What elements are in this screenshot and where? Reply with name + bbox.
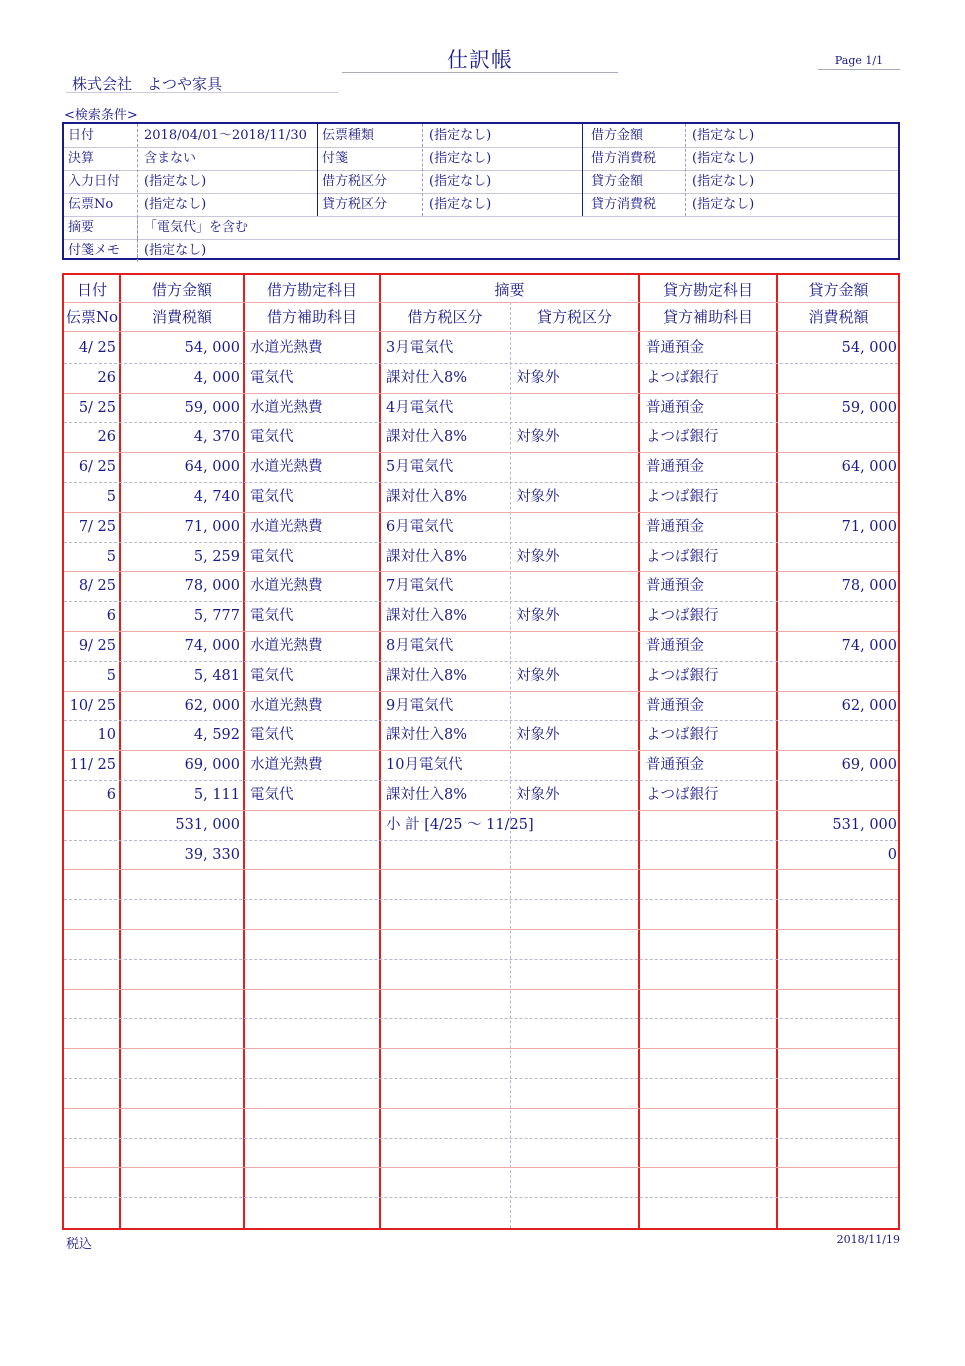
document-title: 仕訳帳 (447, 48, 513, 72)
credit-tax-class: 対象外 (516, 787, 560, 803)
column-header: 消費税額 (808, 308, 869, 326)
debit-sub-account: 電気代 (250, 727, 294, 744)
column-header: 借方補助科目 (266, 308, 357, 326)
page-number: Page 1/1 (834, 54, 884, 67)
subtotal-credit-amount: 531, 000 (832, 816, 897, 833)
subtotal-debit-tax: 39, 330 (184, 846, 240, 863)
entry-date: 11/ 25 (69, 757, 116, 774)
entry-date: 8/ 25 (78, 578, 116, 595)
entry-summary: 6月電気代 (386, 518, 454, 535)
debit-sub-account: 電気代 (250, 369, 294, 386)
debit-account: 水道光熱費 (250, 518, 323, 535)
entry-summary: 8月電気代 (386, 638, 454, 654)
credit-sub-account: よつば銀行 (646, 727, 719, 744)
credit-account: 普通預金 (646, 518, 704, 535)
cond-section-divider (317, 124, 318, 216)
cond-section-divider (582, 124, 583, 216)
condition-label: 借方金額 (591, 128, 644, 143)
voucher-no: 26 (97, 369, 116, 386)
row-line (64, 1048, 898, 1049)
debit-amount: 54, 000 (184, 340, 240, 356)
subtotal-label: 小 計 [4/25 ～ 11/25] (386, 816, 534, 833)
debit-account: 水道光熱費 (250, 399, 323, 416)
debit-amount: 69, 000 (184, 757, 240, 774)
row-line (64, 959, 898, 960)
credit-tax-class: 対象外 (516, 429, 560, 446)
debit-tax-class: 課対仕入8% (386, 489, 468, 505)
entry-summary: 10月電気代 (386, 757, 463, 774)
entry-summary: 3月電気代 (386, 340, 454, 356)
debit-account: 水道光熱費 (250, 638, 323, 654)
credit-amount: 71, 000 (841, 518, 897, 535)
condition-value: 「電気代」を含む (144, 220, 249, 235)
debit-tax: 5, 481 (193, 667, 240, 684)
credit-tax (780, 662, 897, 691)
column-header: 日付 (76, 281, 107, 299)
condition-row (64, 147, 898, 171)
debit-amount: 74, 000 (184, 638, 240, 654)
print-date: 2018/11/19 (836, 1233, 900, 1246)
title-underline (342, 72, 618, 73)
debit-amount: 62, 000 (184, 697, 240, 714)
row-line (64, 1078, 898, 1079)
credit-tax (780, 543, 897, 572)
column-header: 貸方勘定科目 (662, 281, 753, 299)
condition-value: (指定なし) (429, 151, 492, 166)
entry-date: 4/ 25 (78, 340, 116, 356)
credit-amount: 69, 000 (841, 757, 897, 774)
debit-amount: 59, 000 (184, 399, 240, 416)
entry-date: 9/ 25 (78, 638, 116, 654)
column-header: 伝票No (65, 308, 119, 326)
entry-date: 6/ 25 (78, 459, 116, 476)
credit-sub-account: よつば銀行 (646, 489, 719, 505)
credit-sub-account: よつば銀行 (646, 608, 719, 625)
condition-label: 摘要 (68, 220, 95, 235)
credit-sub-account: よつば銀行 (646, 369, 719, 386)
condition-label: 貸方税区分 (322, 197, 388, 212)
debit-account: 水道光熱費 (250, 757, 323, 774)
condition-label: 貸方金額 (591, 174, 644, 189)
condition-row (64, 170, 898, 194)
row-line (64, 1197, 898, 1198)
voucher-no: 5 (106, 489, 116, 505)
voucher-no: 6 (106, 608, 116, 625)
condition-value: (指定なし) (144, 174, 207, 189)
column-divider (776, 275, 778, 1228)
condition-label: 伝票種類 (322, 128, 375, 143)
voucher-no: 6 (106, 787, 116, 803)
debit-tax: 5, 259 (193, 548, 240, 565)
search-conditions-label: <検索条件> (64, 108, 138, 123)
credit-sub-account: よつば銀行 (646, 667, 719, 684)
company-name: 株式会社 よつや家具 (72, 75, 223, 93)
column-header: 消費税額 (151, 308, 212, 326)
debit-account: 水道光熱費 (250, 459, 323, 476)
entry-date: 7/ 25 (78, 518, 116, 535)
row-line (64, 1018, 898, 1019)
debit-sub-account: 電気代 (250, 608, 294, 625)
debit-tax: 4, 740 (193, 489, 240, 505)
row-line (64, 989, 898, 990)
credit-account: 普通預金 (646, 459, 704, 476)
condition-label: 貸方消費税 (591, 197, 657, 212)
credit-amount: 62, 000 (841, 697, 897, 714)
condition-value: (指定なし) (692, 174, 755, 189)
debit-amount: 71, 000 (184, 518, 240, 535)
condition-value: (指定なし) (429, 128, 492, 143)
column-header: 貸方税区分 (536, 308, 612, 326)
entry-date: 10/ 25 (69, 697, 116, 714)
row-line (64, 899, 898, 900)
credit-tax (780, 364, 897, 393)
condition-value: (指定なし) (692, 197, 755, 212)
column-divider (379, 275, 381, 1228)
credit-tax (780, 721, 897, 750)
credit-tax-class: 対象外 (516, 489, 560, 505)
condition-label: 伝票No (68, 197, 114, 212)
credit-tax (780, 483, 897, 512)
condition-value: (指定なし) (692, 151, 755, 166)
credit-amount: 78, 000 (841, 578, 897, 595)
credit-tax-class: 対象外 (516, 608, 560, 625)
debit-tax: 4, 592 (193, 727, 240, 744)
debit-sub-account: 電気代 (250, 667, 294, 684)
row-line (64, 1167, 898, 1168)
debit-tax: 5, 777 (193, 608, 240, 625)
subtotal-credit-tax: 0 (887, 846, 897, 863)
credit-amount: 74, 000 (841, 638, 897, 654)
credit-tax-class: 対象外 (516, 369, 560, 386)
debit-tax-class: 課対仕入8% (386, 667, 468, 684)
debit-tax: 5, 111 (193, 787, 240, 803)
condition-label: 決算 (68, 151, 95, 166)
debit-account: 水道光熱費 (250, 697, 323, 714)
debit-sub-account: 電気代 (250, 489, 294, 505)
page-underline (818, 69, 900, 70)
condition-label: 付箋メモ (68, 243, 121, 258)
credit-account: 普通預金 (646, 757, 704, 774)
credit-sub-account: よつば銀行 (646, 429, 719, 446)
header-bottom (64, 331, 898, 332)
condition-row (64, 193, 898, 217)
condition-value: (指定なし) (692, 128, 755, 143)
debit-tax-class: 課対仕入8% (386, 787, 468, 803)
debit-sub-account: 電気代 (250, 548, 294, 565)
credit-account: 普通預金 (646, 578, 704, 595)
column-header: 借方金額 (151, 281, 212, 299)
tax-mode-label: 税込 (66, 1237, 93, 1252)
row-line (64, 1138, 898, 1139)
credit-sub-account: よつば銀行 (646, 787, 719, 803)
cond-divider (137, 124, 138, 258)
credit-tax (780, 423, 897, 452)
row-line (64, 929, 898, 930)
subtotal-debit-amount: 531, 000 (175, 816, 240, 833)
debit-tax: 4, 000 (193, 369, 240, 386)
column-header: 貸方金額 (808, 281, 869, 299)
debit-amount: 78, 000 (184, 578, 240, 595)
credit-account: 普通預金 (646, 399, 704, 416)
debit-tax-class: 課対仕入8% (386, 548, 468, 565)
debit-tax-class: 課対仕入8% (386, 369, 468, 386)
entry-date: 5/ 25 (78, 399, 116, 416)
condition-row (64, 239, 898, 262)
condition-row (64, 124, 898, 148)
journal-table (62, 273, 900, 1230)
voucher-no: 5 (106, 548, 116, 565)
condition-value: 2018/04/01～2018/11/30 (144, 128, 307, 143)
voucher-no: 5 (106, 667, 116, 684)
condition-value: (指定なし) (144, 243, 207, 258)
credit-amount: 54, 000 (841, 340, 897, 356)
condition-value: (指定なし) (144, 197, 207, 212)
debit-sub-account: 電気代 (250, 429, 294, 446)
debit-account: 水道光熱費 (250, 340, 323, 356)
condition-value: 含まない (144, 151, 197, 166)
debit-tax: 4, 370 (193, 429, 240, 446)
credit-tax (780, 781, 897, 810)
column-divider (243, 275, 245, 1228)
condition-label: 借方税区分 (322, 174, 388, 189)
entry-summary: 9月電気代 (386, 697, 454, 714)
search-conditions-table (62, 122, 900, 260)
column-header: 貸方補助科目 (662, 308, 753, 326)
entry-summary: 7月電気代 (386, 578, 454, 595)
credit-tax-class: 対象外 (516, 548, 560, 565)
debit-account: 水道光熱費 (250, 578, 323, 595)
credit-tax (780, 602, 897, 631)
column-divider (119, 275, 121, 1228)
condition-label: 付箋 (322, 151, 349, 166)
debit-tax-class: 課対仕入8% (386, 727, 468, 744)
entry-summary: 4月電気代 (386, 399, 454, 416)
credit-tax-class: 対象外 (516, 667, 560, 684)
condition-value: (指定なし) (429, 197, 492, 212)
debit-sub-account: 電気代 (250, 787, 294, 803)
column-header: 借方税区分 (407, 308, 483, 326)
column-divider (638, 275, 640, 1228)
credit-amount: 64, 000 (841, 459, 897, 476)
debit-amount: 64, 000 (184, 459, 240, 476)
voucher-no: 10 (97, 727, 116, 744)
credit-account: 普通預金 (646, 697, 704, 714)
entry-summary: 5月電気代 (386, 459, 454, 476)
condition-label: 日付 (68, 128, 95, 143)
company-underline (66, 92, 338, 93)
credit-amount: 59, 000 (841, 399, 897, 416)
voucher-no: 26 (97, 429, 116, 446)
credit-tax-class: 対象外 (516, 727, 560, 744)
condition-label: 入力日付 (68, 174, 121, 189)
cond-divider (685, 124, 686, 216)
condition-label: 借方消費税 (591, 151, 657, 166)
debit-tax-class: 課対仕入8% (386, 429, 468, 446)
debit-tax-class: 課対仕入8% (386, 608, 468, 625)
row-line (64, 1108, 898, 1109)
credit-sub-account: よつば銀行 (646, 548, 719, 565)
cond-divider (422, 124, 423, 216)
condition-value: (指定なし) (429, 174, 492, 189)
credit-account: 普通預金 (646, 638, 704, 654)
credit-account: 普通預金 (646, 340, 704, 356)
column-header: 摘要 (494, 281, 525, 299)
condition-row (64, 216, 898, 240)
column-header: 借方勘定科目 (266, 281, 357, 299)
